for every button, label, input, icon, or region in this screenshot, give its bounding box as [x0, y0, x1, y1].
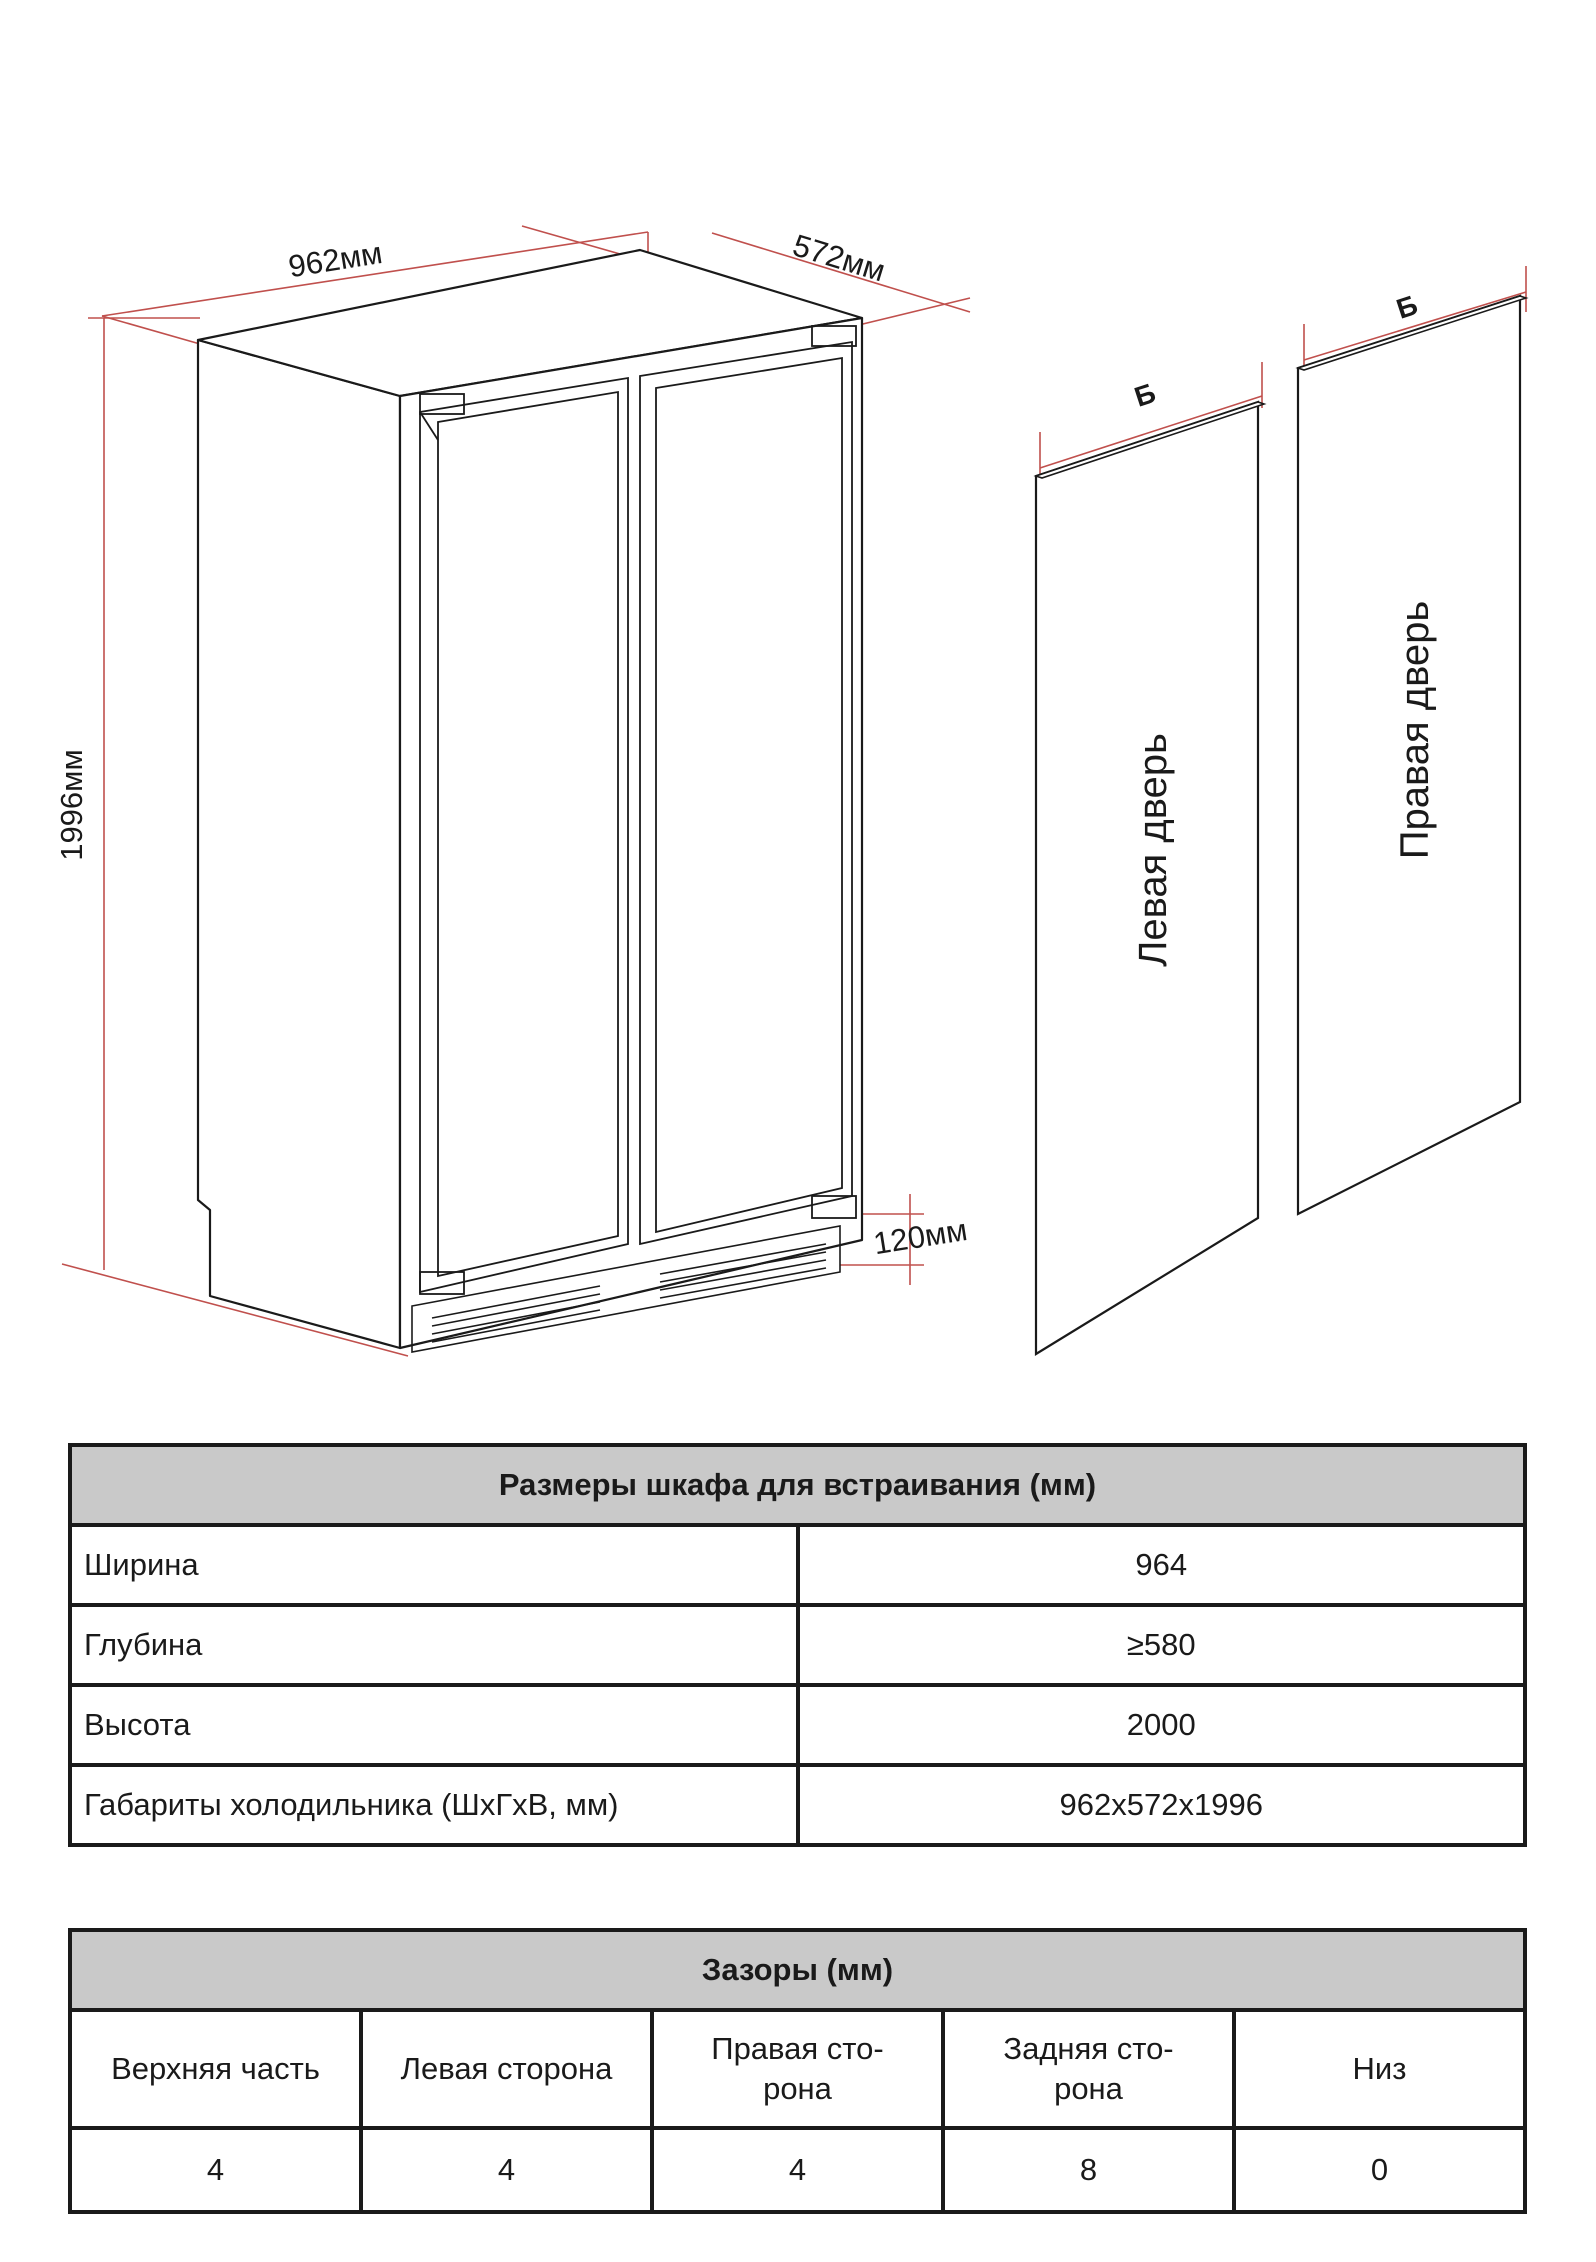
- gap-value-left: 4: [361, 2128, 652, 2212]
- row-value: 964: [798, 1525, 1526, 1605]
- right-door-label: Правая дверь: [1393, 600, 1437, 860]
- width-dim-label: 962мм: [286, 234, 385, 285]
- cabinet-table-title: Размеры шкафа для встраивания (мм): [70, 1445, 1525, 1525]
- cabinet-dimensions-table: [68, 1443, 1527, 1847]
- table-header-row: [70, 2010, 1525, 2128]
- left-panel-width-marker: Б: [1130, 377, 1160, 413]
- gap-value-bottom: 0: [1234, 2128, 1525, 2212]
- gap-header-back: Задняя сто- рона: [943, 2010, 1234, 2128]
- row-label: Глубина: [70, 1605, 798, 1685]
- row-value: 2000: [798, 1685, 1526, 1765]
- row-label: Ширина: [70, 1525, 798, 1605]
- gap-value-right: 4: [652, 2128, 943, 2212]
- right-panel-width-marker: Б: [1392, 289, 1422, 325]
- gap-header-top: Верхняя часть: [70, 2010, 361, 2128]
- table-row: [70, 2128, 1525, 2212]
- row-label: Высота: [70, 1685, 798, 1765]
- gap-value-back: 8: [943, 2128, 1234, 2212]
- refrigerator-body: [198, 250, 862, 1348]
- row-label: Габариты холодильника (ШхГхВ, мм): [70, 1765, 798, 1845]
- gap-header-bottom: Низ: [1234, 2010, 1525, 2128]
- gaps-table: [68, 1928, 1527, 2214]
- row-value: 962x572x1996: [798, 1765, 1526, 1845]
- gap-value-top: 4: [70, 2128, 361, 2212]
- gap-header-left: Левая сторона: [361, 2010, 652, 2128]
- table-row: [70, 1605, 1525, 1685]
- row-value: ≥580: [798, 1605, 1526, 1685]
- left-door-label: Левая дверь: [1131, 733, 1175, 967]
- height-dim-label: 1996мм: [54, 749, 89, 861]
- table-row: [70, 1685, 1525, 1765]
- gap-header-right: Правая сто- рона: [652, 2010, 943, 2128]
- gaps-table-title: Зазоры (мм): [70, 1930, 1525, 2010]
- table-row: [70, 1525, 1525, 1605]
- depth-dim-label: 572мм: [788, 227, 890, 289]
- table-row: [70, 1765, 1525, 1845]
- plinth-dim-label: 120мм: [871, 1211, 970, 1262]
